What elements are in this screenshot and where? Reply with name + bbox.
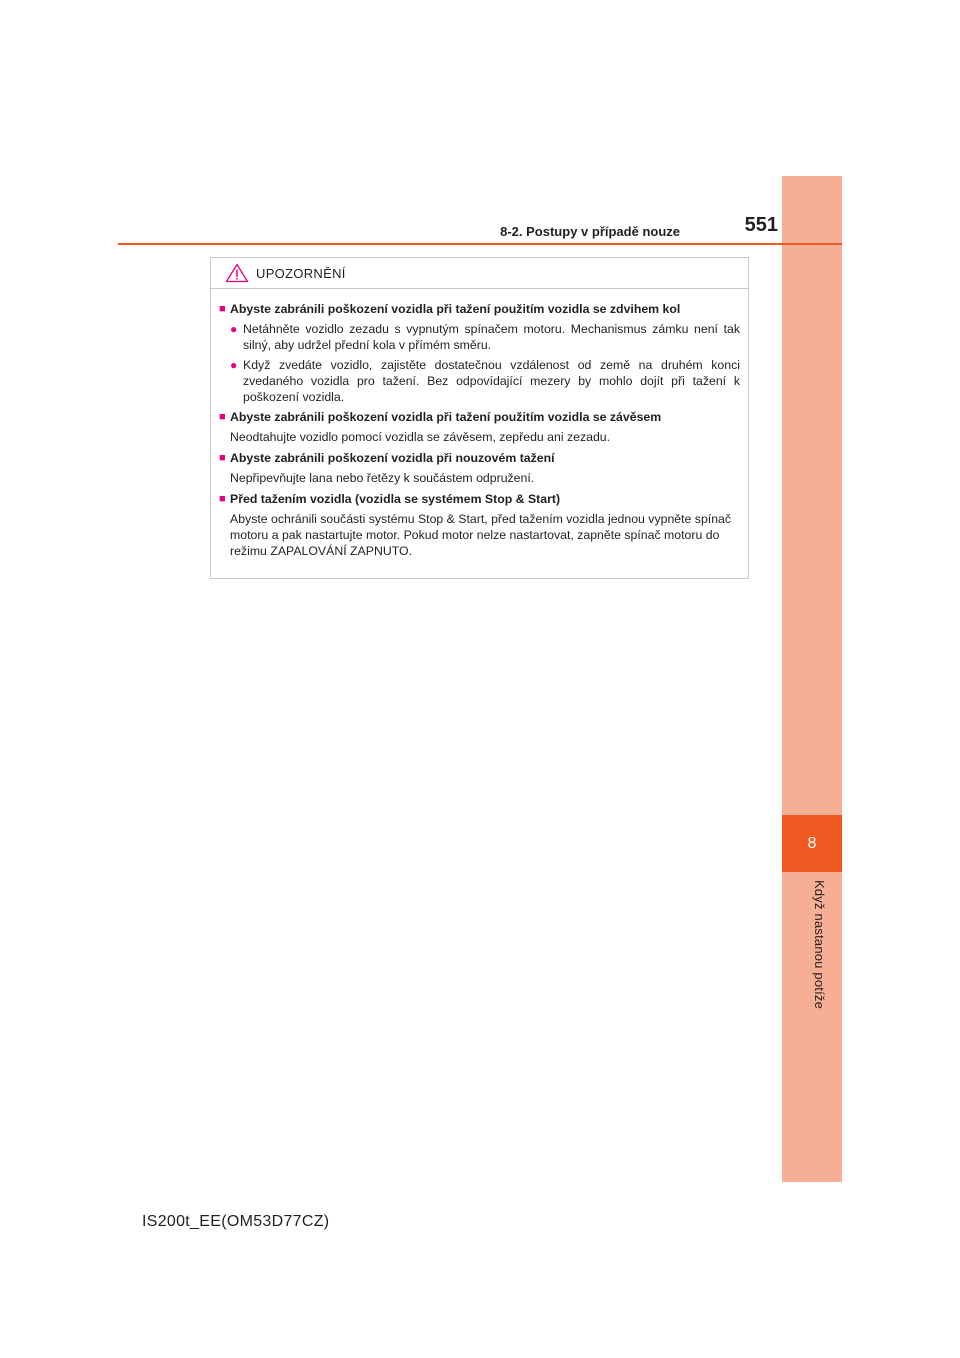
warning-body [211,289,748,559]
section-text: Nepřipevňujte lana nebo řetězy k součástem odpružení. [230,471,535,485]
header-divider [118,243,842,245]
section-title: 8-2. Postupy v případě nouze [500,224,680,239]
warning-triangle-icon [225,263,249,283]
square-bullet-icon: ■ [219,493,226,505]
list-item-text: Netáhněte vozidlo zezadu s vypnutým spínačem motoru. Mechanismus zámku není tak silný, aby udržel přední kola v přímém směru. [243,322,740,352]
section-heading [219,301,740,317]
chapter-title: Když nastanou potíže [812,880,827,1010]
dot-bullet-icon: ● [230,322,238,336]
square-bullet-icon: ■ [219,452,226,464]
section-heading-text: Abyste zabránili poškození vozidla při nouzovém tažení [230,451,555,465]
section-text: Abyste ochránili součásti systému Stop & Start, před tažením vozidla jednou vypněte spínač motoru a pak nastartujte motor. Pokud motor nelze nastartovat, zapněte spínač motoru do režimu ZAPALOVÁNÍ ZAPNUTO. [230,512,732,558]
section-heading-text: Abyste zabránili poškození vozidla při tažení použitím vozidla se závěsem [230,410,662,424]
list-item [219,357,740,405]
section-heading [219,450,740,466]
list-item-text: Když zvedáte vozidlo, zajistěte dostatečnou vzdálenost od země na druhém konci zvedaného vozidla pro tažení. Bez odpovídající mezery by mohlo dojít při tažení k poškození vozidla. [243,358,740,404]
warning-label: UPOZORNĚNÍ [256,265,346,281]
page-number: 551 [744,214,778,236]
section-heading [219,409,740,425]
chapter-number-badge: 8 [782,815,842,872]
warning-box [210,257,749,579]
section-heading [219,491,740,507]
square-bullet-icon: ■ [219,411,226,423]
chapter-side-tab [782,176,842,1182]
model-code: IS200t_EE(OM53D77CZ) [142,1213,330,1230]
list-item [219,321,740,353]
section-heading-text: Před tažením vozidla (vozidla se systémem Stop & Start) [230,492,561,506]
section-text: Neodtahujte vozidlo pomocí vozidla se závěsem, zepředu ani zezadu. [230,430,611,444]
warning-header [211,258,748,289]
dot-bullet-icon: ● [230,358,238,372]
section-heading-text: Abyste zabránili poškození vozidla při tažení použitím vozidla se zdvihem kol [230,302,681,316]
square-bullet-icon: ■ [219,303,226,315]
